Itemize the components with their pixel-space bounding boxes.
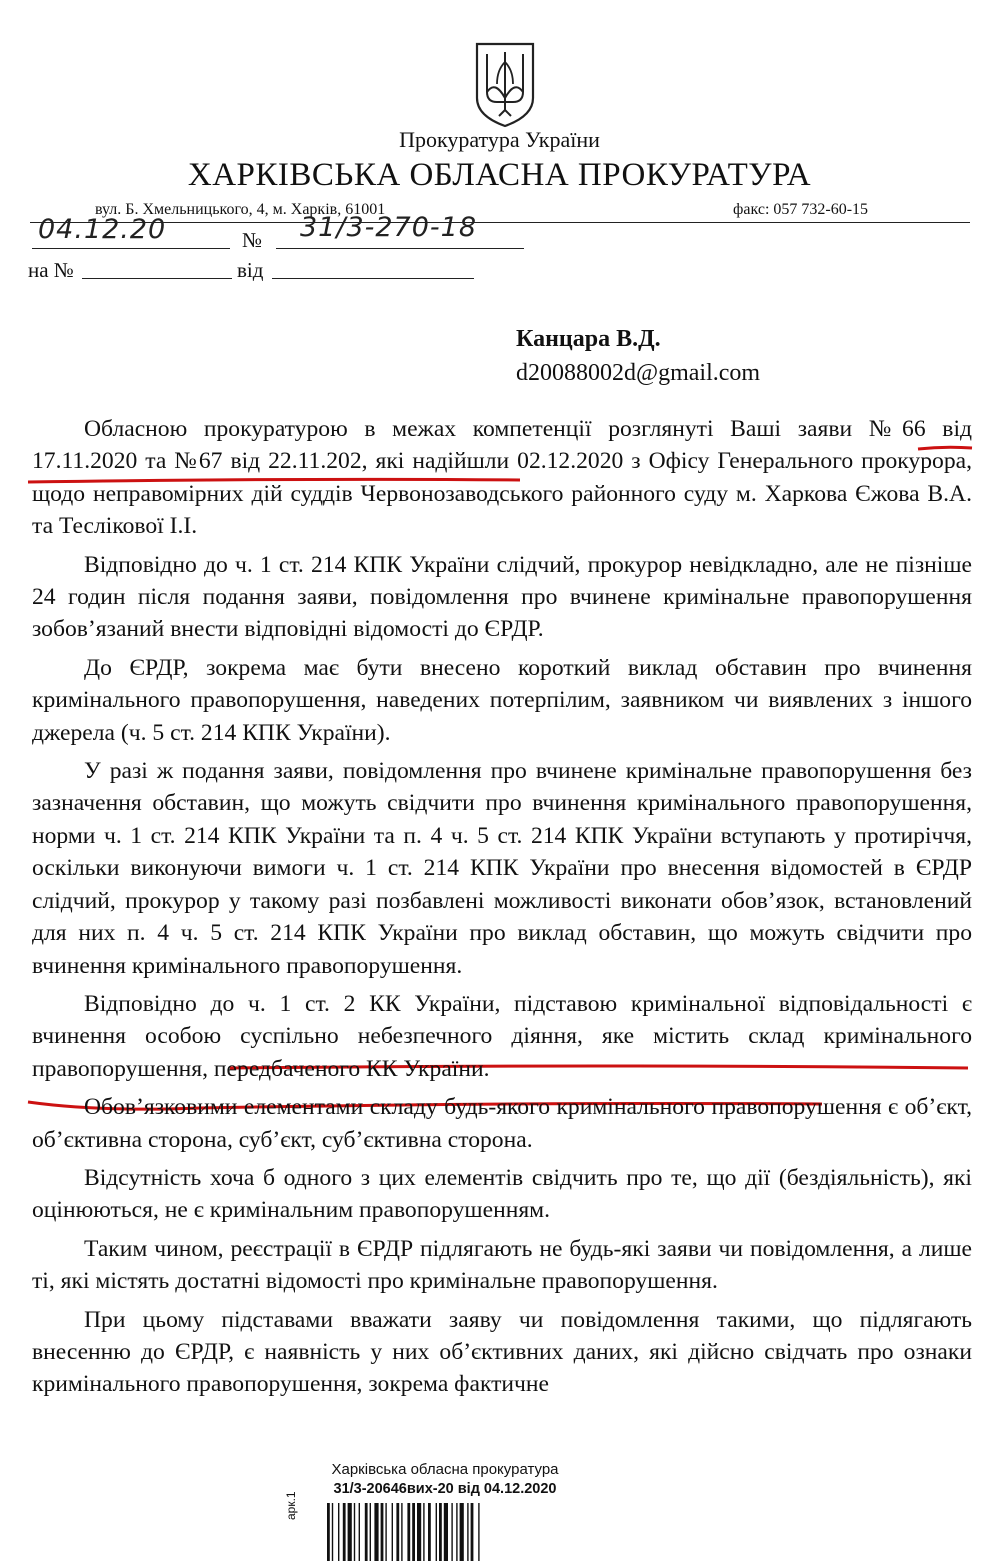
org-title: ХАРКІВСЬКА ОБЛАСНА ПРОКУРАТУРА (187, 157, 812, 193)
paragraph-1-start: Обласною прокуратурою в межах компетенції розглянуті Ваші заяви (84, 416, 869, 442)
paragraph-1-highlight: №66 від 17.11.2020 та №67 від 22.11.202, (32, 416, 973, 475)
paragraph-3: До ЄРДР, зокрема має бути внесено короткий виклад обставин про вчинення кримінального правопорушення, наведених потерпілим, заявником чи виявлених з іншого джерела (ч. 5 ст. 214 КПК України). (32, 654, 972, 746)
org-subtitle: Прокуратура України (399, 127, 600, 152)
paragraph-1 (32, 413, 972, 543)
paragraph-2: Відповідно до ч. 1 ст. 214 КПК України слідчий, прокурор невідкладно, але не пізніше 24 годин після подання заяви, повідомлення про вчинене кримінальне правопорушення зобов’язаний внести відповідні відомості до ЄРДР. (32, 551, 972, 643)
outgoing-date: 04.12.20 (38, 214, 167, 245)
number-sign: № (242, 228, 263, 252)
paragraph-4: У разі ж подання заяви, повідомлення про вчинене кримінальне правопорушення без зазначення обставин, що можуть свідчити про вчинення кримінального правопорушення, норми ч. 1 ст. 214 КПК України та п. 4 ч. 5 ст. 214 КПК України вступають у протиріччя, оскільки виконуючи вимоги ч. 1 ст. 214 КПК України про внесення відомостей в ЄРДР слідчий, прокурор у такому разі позбавлені можливості виконати обов’язок, встановлений для них п. 4 ч. 5 ст. 214 КПК України про виклад обставин, що можуть свідчити про вчинення кримінального правопорушення. (32, 758, 972, 979)
org-address: вул. Б. Хмельницького, 4, м. Харків, 61001 (95, 201, 386, 218)
outgoing-number: 31/3-270-18 (300, 212, 478, 243)
letter-body (32, 413, 972, 1401)
paragraph-5-highlight: є вчинення особою суспільно небезпечного діяння, яке містить склад кримінального правопорушення, передбаченого КК України. (32, 990, 972, 1082)
reply-to-label: на № (28, 258, 74, 282)
recipient-name: Канцара В.Д. (516, 326, 661, 352)
paragraph-7: Відсутність хоча б одного з цих елементів свідчить про те, що дії (бездіяльність), які оцінюються, не є кримінальним правопорушенням. (32, 1164, 972, 1224)
paragraph-9: При цьому підставами вважати заяву чи повідомлення такими, що підлягають внесенню до ЄРДР, є наявність у них об’єктивних даних, які дійсно свідчать про ознаки кримінального правопорушення, зокрема фактичне (32, 1306, 972, 1398)
paragraph-1-end: які надійшли 02.12.2020 з Офісу Генерального прокурора, щодо неправомірних дій суддів Червонозаводського районного суду м. Харкова Єжова В.А. та Теслікової І.І. (32, 448, 972, 540)
paragraph-5-start: Відповідно до ч. 1 ст. 2 КК України, підставою кримінальної відповідальності (84, 990, 962, 1017)
paragraph-8: Таким чином, реєстрації в ЄРДР підлягають не будь-які заяви чи повідомлення, а лише ті, які містять достатні відомості про кримінальне правопорушення. (32, 1235, 972, 1295)
recipient-email: d20088002d@gmail.com (516, 360, 761, 386)
sheet-label: арк.1 (284, 1491, 298, 1520)
reply-from-label: від (237, 258, 264, 282)
stamp-registration: 31/3-20646вих-20 від 04.12.2020 (333, 1481, 557, 1497)
stamp-organization: Харківська обласна прокуратура (331, 1461, 559, 1478)
org-fax: факс: 057 732-60-15 (733, 201, 869, 218)
barcode-icon (325, 1503, 587, 1561)
paragraph-5 (32, 988, 972, 1085)
paragraph-6: Обов’язковими елементами складу будь-якого кримінального правопорушення є об’єкт, об’єктивна сторона, суб’єкт, суб’єктивна сторона. (32, 1094, 972, 1153)
